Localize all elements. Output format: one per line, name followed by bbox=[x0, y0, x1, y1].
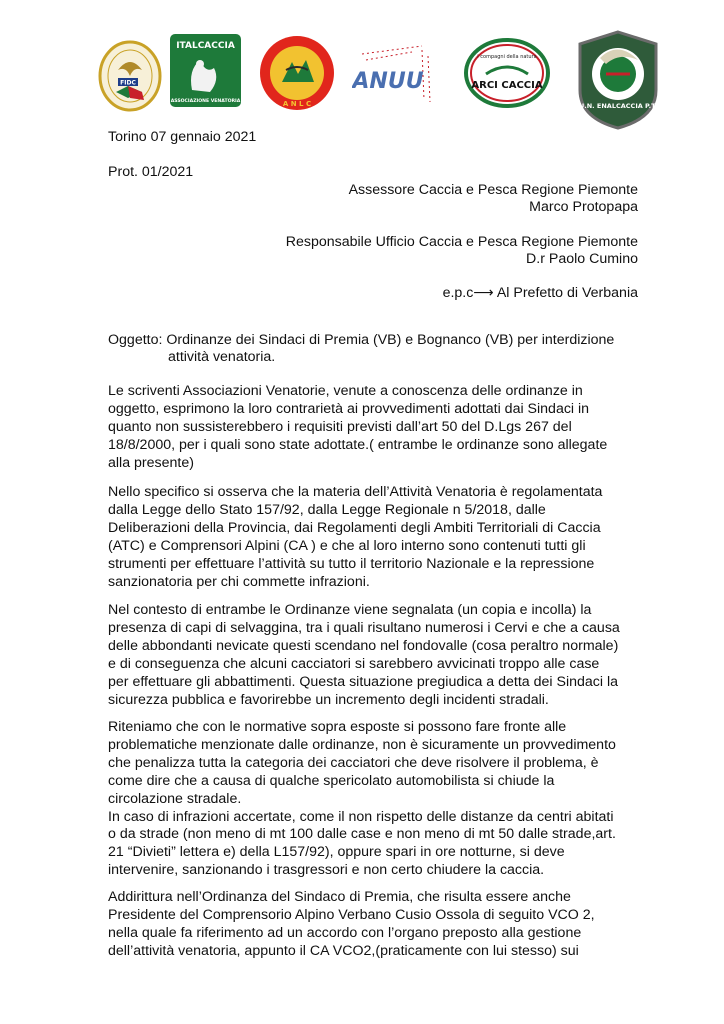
paragraph-line: o da strade (non meno di mt 100 dalle case e non meno di mt 50 dalle strade,art. bbox=[108, 826, 616, 843]
paragraph-line: Presidente del Comprensorio Alpino Verbano Cusio Ossola di seguito VCO 2, bbox=[108, 906, 595, 923]
protocol-line: Prot. 01/2021 bbox=[108, 164, 194, 180]
paragraph-line: Deliberazioni della Provincia, dai Regolamenti degli Ambiti Territoriali di Caccia bbox=[108, 519, 601, 536]
italcaccia-title: ITALCACCIA bbox=[176, 41, 235, 51]
anlc-initials: A N L C bbox=[282, 100, 312, 108]
enal-text: U.N. ENALCACCIA P.T. bbox=[579, 102, 657, 110]
anlc-logo bbox=[258, 34, 336, 112]
recipient-1-name: Marco Protopapa bbox=[529, 199, 638, 215]
paragraph-5 bbox=[108, 889, 648, 961]
paragraph-line: oggetto, esprimono la loro contrarietà ai provvedimenti adottati dai Sindaci in bbox=[108, 400, 590, 417]
fidc-badge-text: FIDC bbox=[120, 79, 136, 87]
paragraph-line: intervenire, sanzionando i trasgressori e non certo chiudere la caccia. bbox=[108, 862, 545, 879]
date-line: Torino 07 gennaio 2021 bbox=[108, 129, 257, 145]
paragraph-line: problematiche menzionate dalle ordinanze, non è sicuramente un provvedimento bbox=[108, 736, 616, 753]
paragraph-4 bbox=[108, 719, 648, 880]
enalcaccia-logo bbox=[576, 30, 660, 130]
paragraph-line: e di conseguenza che alcuni cacciatori si sarebbero avvicinati troppo alle case bbox=[108, 655, 600, 672]
anuu-text: ANUU bbox=[352, 69, 424, 94]
paragraph-line: 18/8/2000, per i quali sono state adottate.( entrambe le ordinanze sono allegate bbox=[108, 436, 608, 453]
anuu-logo bbox=[352, 40, 436, 108]
italcaccia-subtitle: ASSOCIAZIONE VENATORIA bbox=[170, 99, 241, 104]
paragraph-line: come dire che a causa di qualche spericolato automobilista si chiude la bbox=[108, 772, 555, 789]
paragraph-line: Nello specifico si osserva che la materia dell’Attività Venatoria è regolamentata bbox=[108, 484, 603, 500]
paragraph-line: nella quale fa riferimento ad un accordo con l’organo preposto alla gestione bbox=[108, 924, 582, 941]
paragraph-line: dell’attività venatoria, appunto il CA VCO2,(praticamente con lui stesso) sui bbox=[108, 942, 579, 959]
paragraph-line: (ATC) e Comprensori Alpini (CA ) e che al loro interno sono contenuti tutti gli bbox=[108, 537, 586, 554]
paragraph-line: sanzionatoria per chi commette infrazioni. bbox=[108, 573, 370, 590]
paragraph-1 bbox=[108, 383, 648, 473]
arci-title: ARCI CACCIA bbox=[471, 80, 543, 91]
paragraph-line: sicurezza pubblica e favorirebbe un incremento degli incidenti stradali. bbox=[108, 691, 549, 708]
recipient-2-name: D.r Paolo Cumino bbox=[526, 251, 638, 267]
paragraph-line: Riteniamo che con le normative sopra esposte si possono fare fronte alle bbox=[108, 719, 567, 735]
subject-line-1: Oggetto: Ordinanze dei Sindaci di Premia (VB) e Bognanco (VB) per interdizione bbox=[108, 332, 615, 348]
paragraph-line: Le scriventi Associazioni Venatorie, venute a conoscenza delle ordinanze in bbox=[108, 383, 583, 399]
paragraph-line: presenza di capi di selvaggina, tra i quali risultano numerosi i Cervi e che a causa bbox=[108, 619, 620, 636]
paragraph-line: che penalizza tutta la categoria dei cacciatori che deve risolvere il problema, è bbox=[108, 754, 599, 771]
paragraph-line: per effettuare gli abbattimenti. Questa situazione pregiudica a detta dei Sindaci la bbox=[108, 673, 619, 690]
fidc-logo bbox=[98, 40, 162, 112]
paragraph-line: Addirittura nell’Ordinanza del Sindaco di Premia, che risulta essere anche bbox=[108, 889, 571, 905]
arci-caccia-logo bbox=[464, 38, 550, 108]
paragraph-2 bbox=[108, 484, 648, 591]
paragraph-line: circolazione stradale. bbox=[108, 790, 242, 807]
paragraph-line: delle abbondanti nevicate questi scendano nel fondovalle (cosa peraltro normale) bbox=[108, 637, 619, 654]
recipient-2-title: Responsabile Ufficio Caccia e Pesca Regione Piemonte bbox=[285, 234, 638, 250]
paragraph-line: quanto non sussisterebbero i requisiti previsti dall’art 50 del D.Lgs 267 del bbox=[108, 418, 572, 435]
paragraph-line: alla presente) bbox=[108, 454, 194, 471]
paragraph-3 bbox=[108, 602, 648, 709]
arci-tagline: i compagni della natura bbox=[477, 54, 537, 60]
subject-line-2: attività venatoria. bbox=[168, 349, 276, 365]
epc-line: e.p.c⟶ Al Prefetto di Verbania bbox=[442, 285, 638, 301]
paragraph-line: Nel contesto di entrambe le Ordinanze viene segnalata (un copia e incolla) la bbox=[108, 602, 592, 618]
italcaccia-logo bbox=[170, 34, 241, 107]
paragraph-line: 21 “Divieti” lettera e) della L157/92), oppure spari in ore notturne, si deve bbox=[108, 844, 565, 861]
paragraph-line: dalla Legge dello Stato 157/92, dalla Legge Regionale n 5/2018, dalle bbox=[108, 501, 546, 518]
paragraph-line: In caso di infrazioni accertate, come il non rispetto delle distanze da centri abitati bbox=[108, 808, 614, 825]
paragraph-line: strumenti per effettuare l’attività su tutto il territorio Nazionale e la repressione bbox=[108, 555, 595, 572]
recipient-1-title: Assessore Caccia e Pesca Regione Piemonte bbox=[348, 182, 638, 198]
